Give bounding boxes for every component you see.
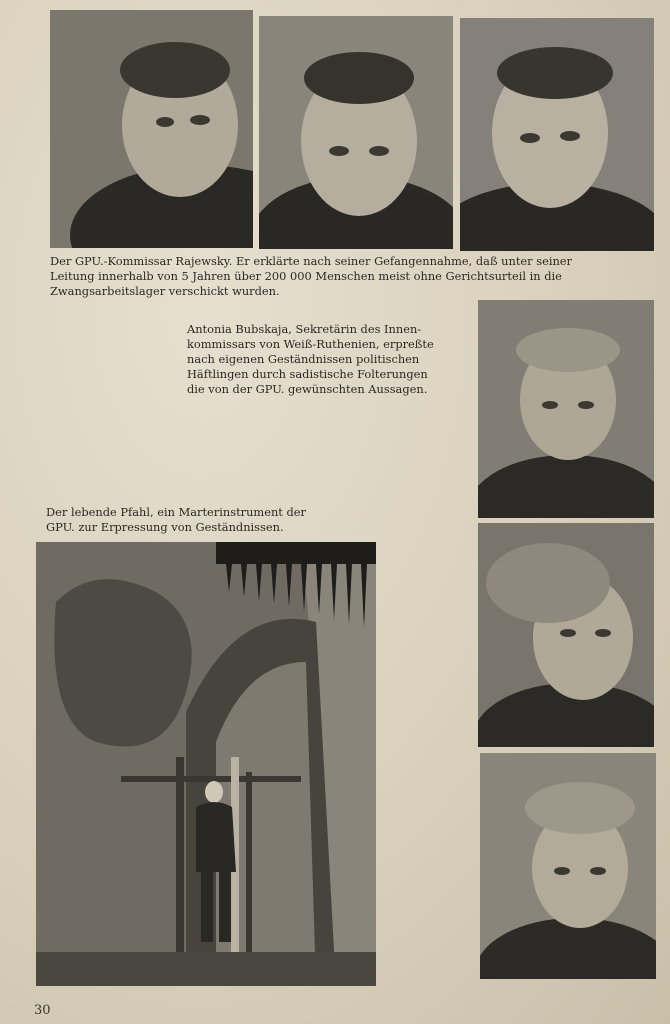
caption-line: Leitung innerhalb von 5 Jahren über 200 000 Menschen meist ohne Gerichtsurteil in die (50, 269, 562, 283)
caption-line: GPU. zur Erpressung von Geständnissen. (46, 520, 284, 534)
caption-line: die von der GPU. gewünschten Aussagen. (187, 382, 428, 396)
portrait-bubskaja-middle (478, 523, 654, 747)
photo-living-stake (36, 542, 376, 986)
portrait-rajewsky-right (460, 18, 654, 251)
caption-line: Zwangsarbeitslager verschickt wurden. (50, 284, 280, 298)
portrait-bubskaja-bottom (480, 753, 656, 979)
portrait-woman-icon (478, 300, 654, 518)
cell-archway-icon (36, 542, 376, 986)
portrait-man-icon (259, 16, 453, 249)
caption-line: Häftlingen durch sadistische Folterungen (187, 367, 428, 381)
caption-bubskaja (187, 322, 467, 397)
caption-line: kommissars von Weiß-Ruthenien, erpreßte (187, 337, 434, 351)
portrait-woman-icon (480, 753, 656, 979)
portrait-man-icon (50, 10, 253, 248)
portrait-bubskaja-top (478, 300, 654, 518)
page-number: 30 (34, 1003, 51, 1018)
portrait-rajewsky-left (50, 10, 253, 248)
caption-line: Der lebende Pfahl, ein Marterinstrument der (46, 505, 306, 519)
portrait-rajewsky-center (259, 16, 453, 249)
caption-line: Der GPU.-Kommissar Rajewsky. Er erklärte nach seiner Gefangennahme, daß unter seiner (50, 254, 572, 268)
portrait-man-icon (460, 18, 654, 251)
caption-line: Antonia Bubskaja, Sekretärin des Innen- (187, 322, 422, 336)
portrait-woman-icon (478, 523, 654, 747)
caption-line: nach eigenen Geständnissen politischen (187, 352, 420, 366)
caption-pfahl (46, 505, 376, 535)
caption-rajewsky (50, 254, 653, 299)
